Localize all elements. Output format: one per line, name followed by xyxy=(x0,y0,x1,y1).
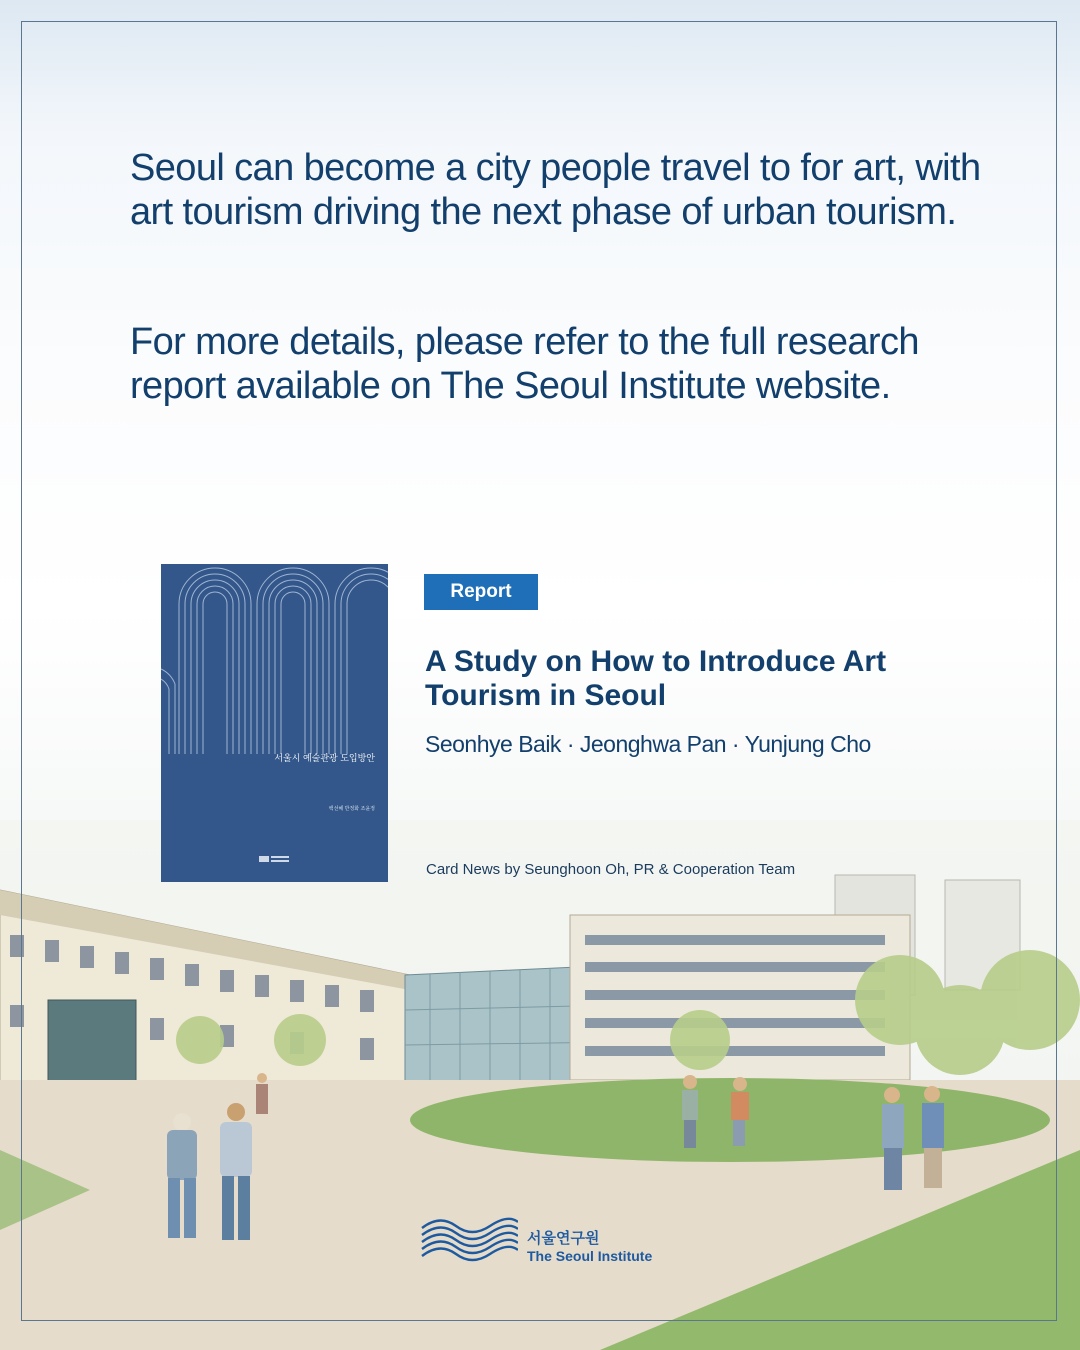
card-news-credit: Card News by Seunghoon Oh, PR & Cooperation Team xyxy=(426,861,796,878)
report-title: A Study on How to Introduce Art Tourism in Seoul xyxy=(425,645,887,712)
cover-title: 서울시 예술관광 도입방안 xyxy=(274,753,375,763)
cover-arch-pattern xyxy=(161,564,388,882)
report-cover-image xyxy=(161,564,388,882)
report-authors: Seonhye Baik · Jeonghwa Pan · Yunjung Cho xyxy=(425,731,871,757)
report-badge: Report xyxy=(424,574,538,610)
headline-paragraph-art-tourism: Seoul can become a city people travel to for art, with art tourism driving the next phase of urban tourism. xyxy=(130,147,981,233)
logo-name-korean: 서울연구원 xyxy=(527,1230,600,1247)
cover-authors: 백선혜 반정화 조윤정 xyxy=(328,806,375,812)
seoul-institute-wave-logo-icon xyxy=(420,1212,518,1264)
headline-paragraph-details: For more details, please refer to the full research report available on The Seoul Institute website. xyxy=(130,321,919,407)
logo-name-english: The Seoul Institute xyxy=(527,1248,653,1264)
